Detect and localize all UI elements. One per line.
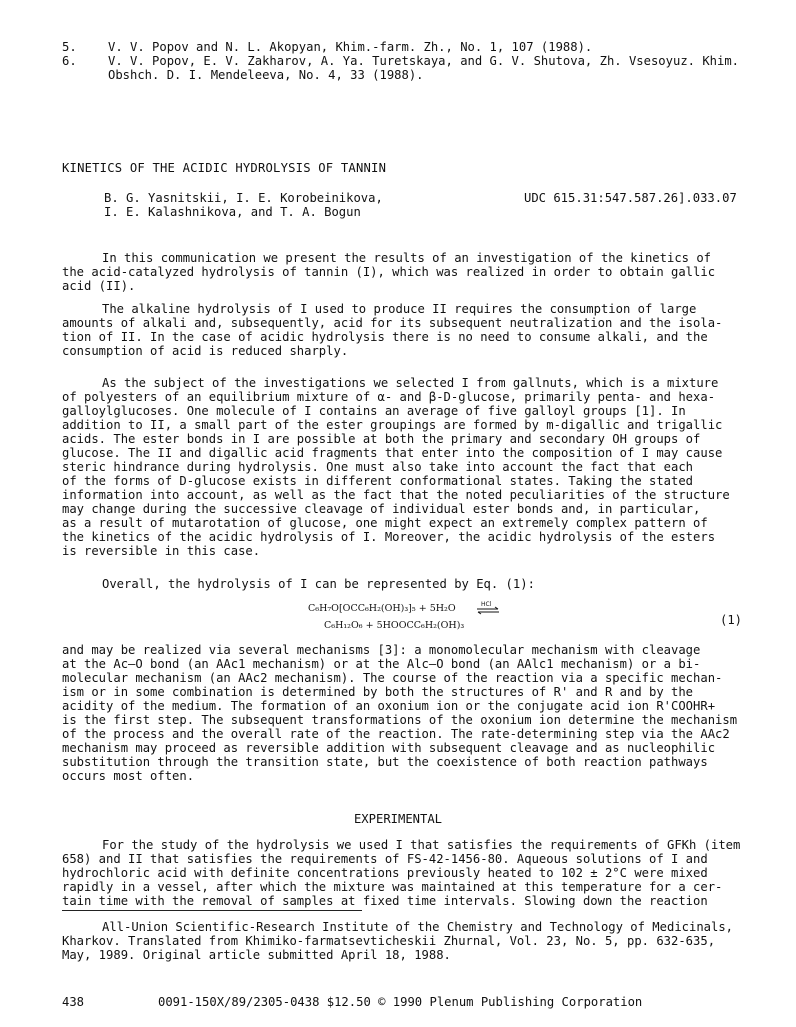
paragraph-intro: In this communication we present the results of an investigation of the kinetics of the acid-catalyzed hydrolysis of tannin (I), which was realized in order to obtain gallic acid (II). <box>62 251 716 293</box>
footnote-divider <box>62 910 362 911</box>
paragraph-overall: Overall, the hydrolysis of I can be represented by Eq. (1): <box>102 577 535 591</box>
reference-number: 6. <box>62 54 77 68</box>
equation-number: (1) <box>720 613 743 627</box>
equilibrium-arrow-icon <box>476 600 500 616</box>
copyright-line: 0091-150X/89/2305-0438 $12.50 © 1990 Plenum Publishing Corporation <box>158 995 643 1009</box>
reference-item <box>62 40 762 54</box>
reference-list <box>62 40 762 82</box>
catalyst-label: HCl <box>481 601 492 608</box>
footnote: All-Union Scientific-Research Institute of the Chemistry and Technology of Medicinals, Kharkov. Translated from Khimiko-farmatsevticheskii Zhurnal, Vol. 23, No. 5, pp. 632-635, May, 1989. Original article submitted April 18, 1988. <box>62 920 734 962</box>
udc-code: UDC 615.31:547.587.26].033.07 <box>524 191 737 205</box>
reference-text: V. V. Popov, E. V. Zakharov, A. Ya. Turetskaya, and G. V. Shutova, Zh. Vsesoyuz. Khim. Obshch. D. I. Mendeleeva, No. 4, 33 (1988). <box>108 54 740 82</box>
equation-reactants: C₆H₇O[OCC₆H₂(OH)₃]₅ + 5H₂O <box>308 603 456 614</box>
authors-line-1: B. G. Yasnitskii, I. E. Korobeinikova, <box>104 191 383 205</box>
equation-products: C₆H₁₂O₆ + 5HOOCC₆H₂(OH)₃ <box>324 620 465 631</box>
paragraph-experimental: For the study of the hydrolysis we used I that satisfies the requirements of GFKh (item 658) and II that satisfies the requirements of FS-42-1456-80. Aqueous solutions of I and hydrochloric acid with definite concentrations previously heated to 102 ± 2°C were mixed rapidly in a vessel, after which the mixture was maintained at this temperature for a cer- tain time with the removal of samples at fixed time intervals. Slowing down the reaction <box>62 838 741 908</box>
reference-text: V. V. Popov and N. L. Akopyan, Khim.-farm. Zh., No. 1, 107 (1988). <box>108 40 593 54</box>
section-heading: EXPERIMENTAL <box>353 812 443 826</box>
article-title: KINETICS OF THE ACIDIC HYDROLYSIS OF TANNIN <box>62 161 387 175</box>
reference-number: 5. <box>62 40 77 54</box>
page-number: 438 <box>62 995 85 1009</box>
paragraph-alkaline-hydrolysis: The alkaline hydrolysis of I used to produce II requires the consumption of large amounts of alkali and, subsequently, acid for its subsequent neutralization and the isola- tion of II. In the case of acidic hydrolysis there is no need to consume alkali, and the consumption of acid is reduced sharply. <box>62 302 723 358</box>
paragraph-mechanisms: and may be realized via several mechanisms [3]: a monomolecular mechanism with cleavage at the Ac–O bond (an AAc1 mechanism) or at the Alc–O bond (an AAlc1 mechanism) or a bi- molecular mechanism (an AAc2 mechanism). The course of the reaction via a specific mechan- ism or in some combination is determined by both the structures of R' and R and by the acidity of the medium. The formation of an oxonium ion or the conjugate acid ion R'COOHR+ is the first step. The subsequent transformations of the oxonium ion determine the mechanism of the process and the overall rate of the reaction. The rate-determining step via the AAc2 mechanism may proceed as reversible addition with subsequent cleavage and as nucleophilic substitution through the transition state, but the coexistence of both reaction pathways occurs most often. <box>62 643 738 783</box>
author-list <box>104 191 424 219</box>
paragraph-subject: As the subject of the investigations we selected I from gallnuts, which is a mixture of polyesters of an equilibrium mixture of α- and β-D-glucose, primarily penta- and hexa- galloylglucoses. One molecule of I contains an average of five galloyl groups [1]. In addition to II, a small part of the ester groupings are formed by m-digallic and trigallic acids. The ester bonds in I are possible at both the primary and secondary OH groups of glucose. The II and digallic acid fragments that enter into the composition of I may cause steric hindrance during hydrolysis. One must also take into account the fact that each of the forms of D-glucose exists in different conformational states. Taking the stated information into account, as well as the fact that the noted peculiarities of the structure may change during the successive cleavage of individual ester bonds and, in particular, as a result of mutarotation of glucose, one might expect an extremely complex pattern of the kinetics of the acidic hydrolysis of I. Moreover, the acidic hydrolysis of the esters is reversible in this case. <box>62 376 730 558</box>
reference-item <box>62 54 762 82</box>
authors-line-2: I. E. Kalashnikova, and T. A. Bogun <box>104 205 361 219</box>
